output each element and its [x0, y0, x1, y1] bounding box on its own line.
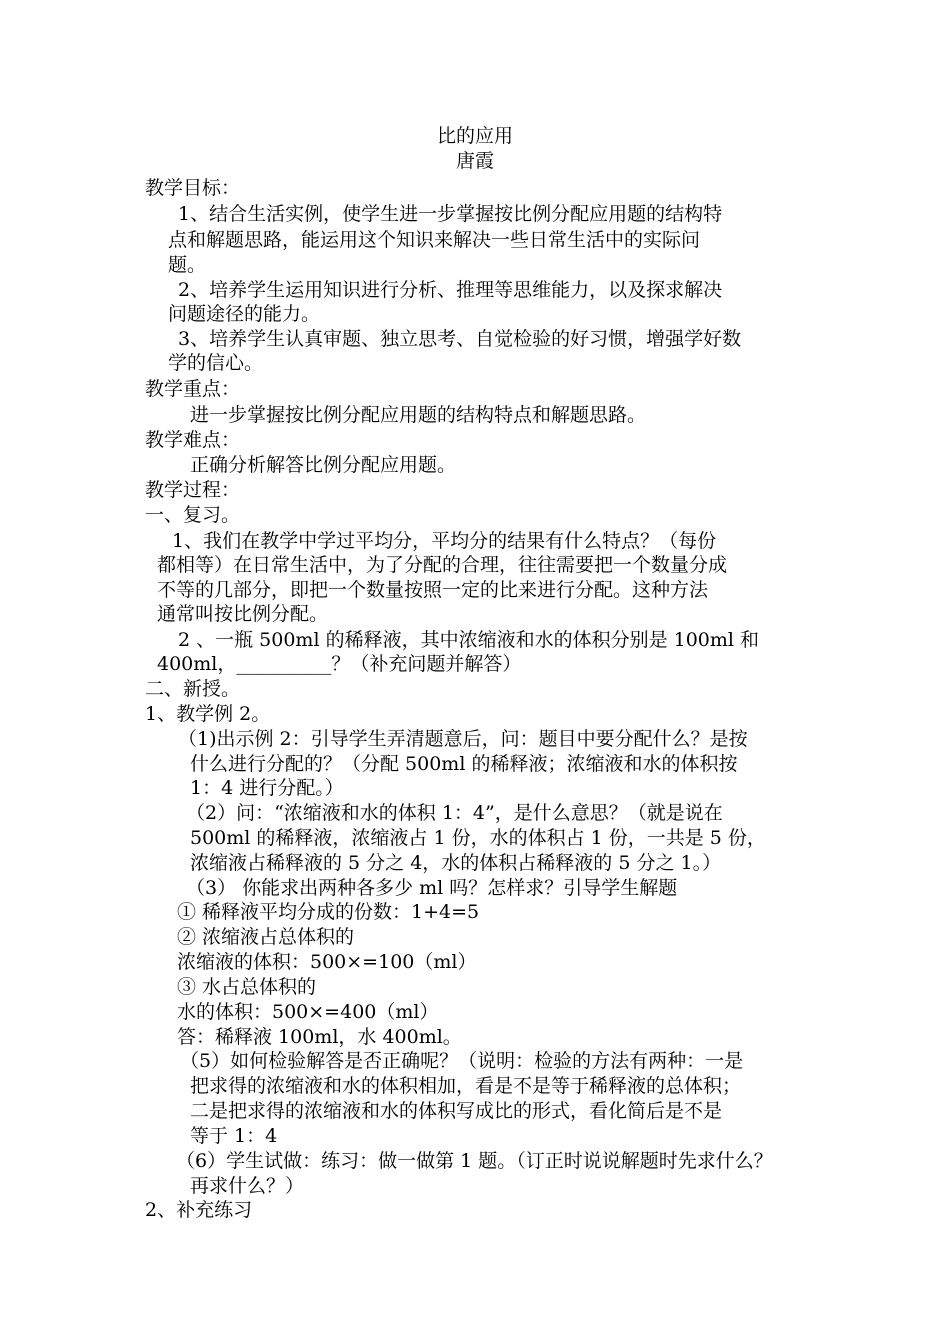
review-1-line-4: 通常叫按比例分配。	[157, 603, 329, 625]
heading-teaching-goals: 教学目标：	[145, 177, 241, 199]
step-5-line-1: （5）如何检验解答是否正确呢？（说明：检验的方法有两种：一是	[180, 1050, 744, 1072]
step-5-line-4: 等于 1：4	[190, 1125, 278, 1147]
goal-1-line-3: 题。	[168, 254, 207, 276]
review-1-line-3: 不等的几部分，即把一个数量按照一定的比来进行分配。这种方法	[157, 579, 709, 601]
heading-difficulties: 教学难点：	[145, 429, 241, 451]
step-1-line-2: 什么进行分配的？（分配 500ml 的稀释液；浓缩液和水的体积按	[190, 753, 738, 775]
key-points-text: 进一步掌握按比例分配应用题的结构特点和解题思路。	[190, 404, 647, 426]
step-5-line-3: 二是把求得的浓缩液和水的体积写成比的形式，看化简后是不是	[190, 1100, 723, 1122]
solution-step-2: ② 浓缩液占总体积的	[177, 926, 355, 948]
solution-water-volume: 水的体积：500×=400（ml）	[177, 1001, 439, 1023]
goal-2-line-1: 2、培养学生运用知识进行分析、推理等思维能力，以及探求解决	[178, 279, 723, 301]
supplementary-exercises-heading: 2、补充练习	[145, 1199, 253, 1221]
step-6-line-1: （6）学生试做：练习：做一做第 1 题。（订正时说说解题时先求什么？	[176, 1150, 773, 1172]
solution-step-3: ③ 水占总体积的	[177, 976, 317, 998]
step-2-line-1: （2）问：“浓缩液和水的体积 1：4”，是什么意思？（就是说在	[186, 802, 723, 824]
heading-key-points: 教学重点：	[145, 378, 241, 400]
step-2-line-3: 浓缩液占稀释液的 5 分之 4，水的体积占稀释液的 5 分之 1。）	[190, 852, 722, 874]
review-1-line-1: 1、我们在教学中学过平均分，平均分的结果有什么特点？（每份	[172, 530, 717, 552]
goal-3-line-2: 学的信心。	[168, 352, 264, 374]
goal-1-line-2: 点和解题思路，能运用这个知识来解决一些日常生活中的实际问	[168, 229, 701, 251]
goal-3-line-1: 3、培养学生认真审题、独立思考、自觉检验的好习惯，增强学好数	[178, 328, 742, 350]
section-review: 一、复习。	[145, 504, 241, 526]
goal-2-line-2: 问题途径的能力。	[168, 303, 321, 325]
step-2-line-2: 500ml 的稀释液，浓缩液占 1 份，水的体积占 1 份，一共是 5 份，	[190, 827, 766, 849]
step-3-question: （3） 你能求出两种各多少 ml 吗？怎样求？引导学生解题	[186, 877, 678, 899]
solution-answer: 答：稀释液 100ml，水 400ml。	[177, 1026, 462, 1048]
document-title: 比的应用	[436, 125, 513, 147]
section-new-lesson: 二、新授。	[145, 678, 241, 700]
step-1-line-3: 1：4 进行分配。）	[190, 777, 344, 799]
solution-step-1: ① 稀释液平均分成的份数：1+4=5	[177, 901, 480, 923]
document-author: 唐霞	[455, 150, 494, 172]
difficulties-text: 正确分析解答比例分配应用题。	[190, 454, 457, 476]
goal-1-line-1: 1、结合生活实例，使学生进一步掌握按比例分配应用题的结构特	[178, 203, 723, 225]
review-2-line-1: 2 、一瓶 500ml 的稀释液，其中浓缩液和水的体积分别是 100ml 和	[178, 629, 760, 651]
solution-concentrate-volume: 浓缩液的体积：500×=100（ml）	[177, 951, 477, 973]
step-6-line-2: 再求什么？）	[190, 1175, 305, 1197]
review-2-line-2: 400ml，__________？（补充问题并解答）	[157, 653, 522, 675]
step-5-line-2: 把求得的浓缩液和水的体积相加，看是不是等于稀释液的总体积；	[190, 1075, 742, 1097]
heading-process: 教学过程：	[145, 479, 241, 501]
step-1-line-1: （1)出示例 2：引导学生弄清题意后，问：题目中要分配什么？是按	[178, 728, 748, 750]
example-2-heading: 1、教学例 2。	[145, 703, 271, 725]
review-1-line-2: 都相等）在日常生活中，为了分配的合理，往往需要把一个数量分成	[157, 554, 728, 576]
